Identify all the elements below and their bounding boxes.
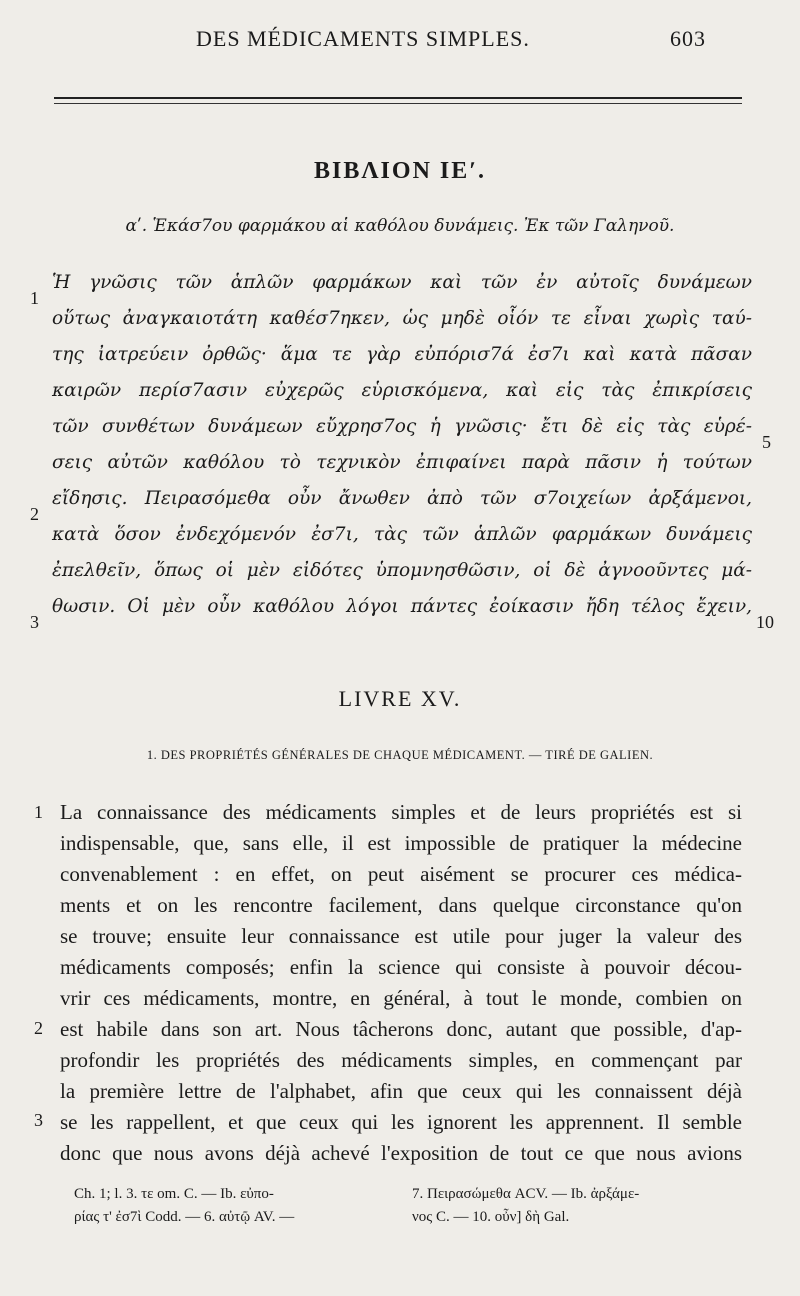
french-line: La connaissance des médicaments simples et de leurs propriétés est si <box>60 800 742 824</box>
french-line: convenablement : en effet, on peut aisément se procurer ces médica- <box>60 862 742 886</box>
french-line: se les rappellent, et que ceux qui les ignorent les apprennent. Il semble <box>60 1110 742 1134</box>
running-head <box>0 26 800 56</box>
footnote-line: νος C. — 10. οὖν] δὴ Gal. <box>412 1209 570 1225</box>
greek-line: εἴδησις. Πειρασόμεθα οὖν ἄνωθεν ἀπὸ τῶν σ7οιχείων ἀρξάμενοι, <box>52 488 752 509</box>
footnote-line: 7. Πειρασώμεθα ACV. — Ib. ἀρξάμε- <box>412 1186 640 1202</box>
greek-line: της ἰατρεύειν ὀρθῶς· ἅμα τε γὰρ εὐπόρισ7ά ἐσ7ι καὶ κατὰ πᾶσαν <box>52 344 752 365</box>
paragraph-number: 1 <box>34 802 43 822</box>
greek-line: καιρῶν περίσ7ασιν εὐχερῶς εὑρισκόμενα, καὶ εἰς τὰς ἐπικρίσεις <box>52 380 752 401</box>
french-line: est habile dans son art. Nous tâcherons donc, autant que possible, d'ap- <box>60 1017 742 1041</box>
french-line: indispensable, que, sans elle, il est impossible de pratiquer la médecine <box>60 831 742 855</box>
paragraph-number: 3 <box>34 1110 43 1130</box>
line-number: 5 <box>762 432 771 452</box>
greek-line: οὕτως ἀναγκαιοτάτη καθέσ7ηκεν, ὡς μηδὲ οἷόν τε εἶναι χωρὶς ταύ- <box>52 308 752 329</box>
french-line: la première lettre de l'alphabet, afin que ceux qui les connaissent déjà <box>60 1079 742 1103</box>
paragraph-number: 3 <box>30 612 39 632</box>
running-title: DES MÉDICAMENTS SIMPLES. <box>196 26 530 51</box>
page-number: 603 <box>670 26 706 51</box>
greek-line: κατὰ ὅσον ἐνδεχόμενόν ἐσ7ι, τὰς τῶν ἁπλῶν φαρμάκων δυνάμεις <box>52 524 752 545</box>
paragraph-number: 2 <box>34 1018 43 1038</box>
greek-line: Ἡ γνῶσις τῶν ἁπλῶν φαρμάκων καὶ τῶν ἐν αὐτοῖς δυνάμεων <box>52 272 752 293</box>
french-line: se trouve; ensuite leur connaissance est utile pour juger la valeur des <box>60 924 742 948</box>
greek-line: ἐπελθεῖν, ὅπως οἱ μὲν εἰδότες ὑπομνησθῶσιν, οἱ δὲ ἀγνοοῦντες μά- <box>52 560 752 581</box>
footnote-line: Ch. 1; l. 3. τε om. C. — Ib. εὐπο- <box>74 1186 274 1202</box>
french-line: vrir ces médicaments, montre, en général, à tout le monde, combien on <box>60 986 742 1010</box>
paragraph-number: 1 <box>30 288 39 308</box>
greek-line: θωσιν. Οἱ μὲν οὖν καθόλου λόγοι πάντες ἐοίκασιν ἤδη τέλος ἔχειν, <box>52 596 752 617</box>
french-line: ments et on les rencontre facilement, dans quelque circonstance qu'on <box>60 893 742 917</box>
header-rule <box>54 97 742 99</box>
greek-line: σεις αὐτῶν καθόλου τὸ τεχνικὸν ἐπιφαίνει παρὰ πᾶσιν ἡ τούτων <box>52 452 752 473</box>
greek-line: τῶν συνθέτων δυνάμεων εὔχρησ7ος ἡ γνῶσις· ἔτι δὲ εἰς τὰς εὑρέ- <box>52 416 752 437</box>
french-chapter-title: 1. DES PROPRIÉTÉS GÉNÉRALES DE CHAQUE MÉDICAMENT. — TIRÉ DE GALIEN. <box>146 748 654 762</box>
french-line: donc que nous avons déjà achevé l'exposition de tout ce que nous avions <box>60 1141 742 1165</box>
footnote-line: ρίας τ' ἐσ7ὶ Codd. — 6. αὐτῷ AV. — <box>74 1209 295 1225</box>
french-line: médicaments composés; enfin la science qui consiste à pouvoir décou- <box>60 955 742 979</box>
greek-chapter-title: αʹ. Ἑκάσ7ου φαρμάκου αἱ καθόλου δυνάμεις. Ἐκ τῶν Γαληνοῦ. <box>125 216 675 236</box>
line-number: 10 <box>756 612 774 632</box>
greek-book-title: ΒΙΒΛΙΟΝ ΙΕʹ. <box>314 158 486 184</box>
french-book-title: LIVRE XV. <box>338 686 462 711</box>
paragraph-number: 2 <box>30 504 39 524</box>
french-line: profondir les propriétés des médicaments simples, en commençant par <box>60 1048 742 1072</box>
header-rule-thin <box>54 103 742 104</box>
